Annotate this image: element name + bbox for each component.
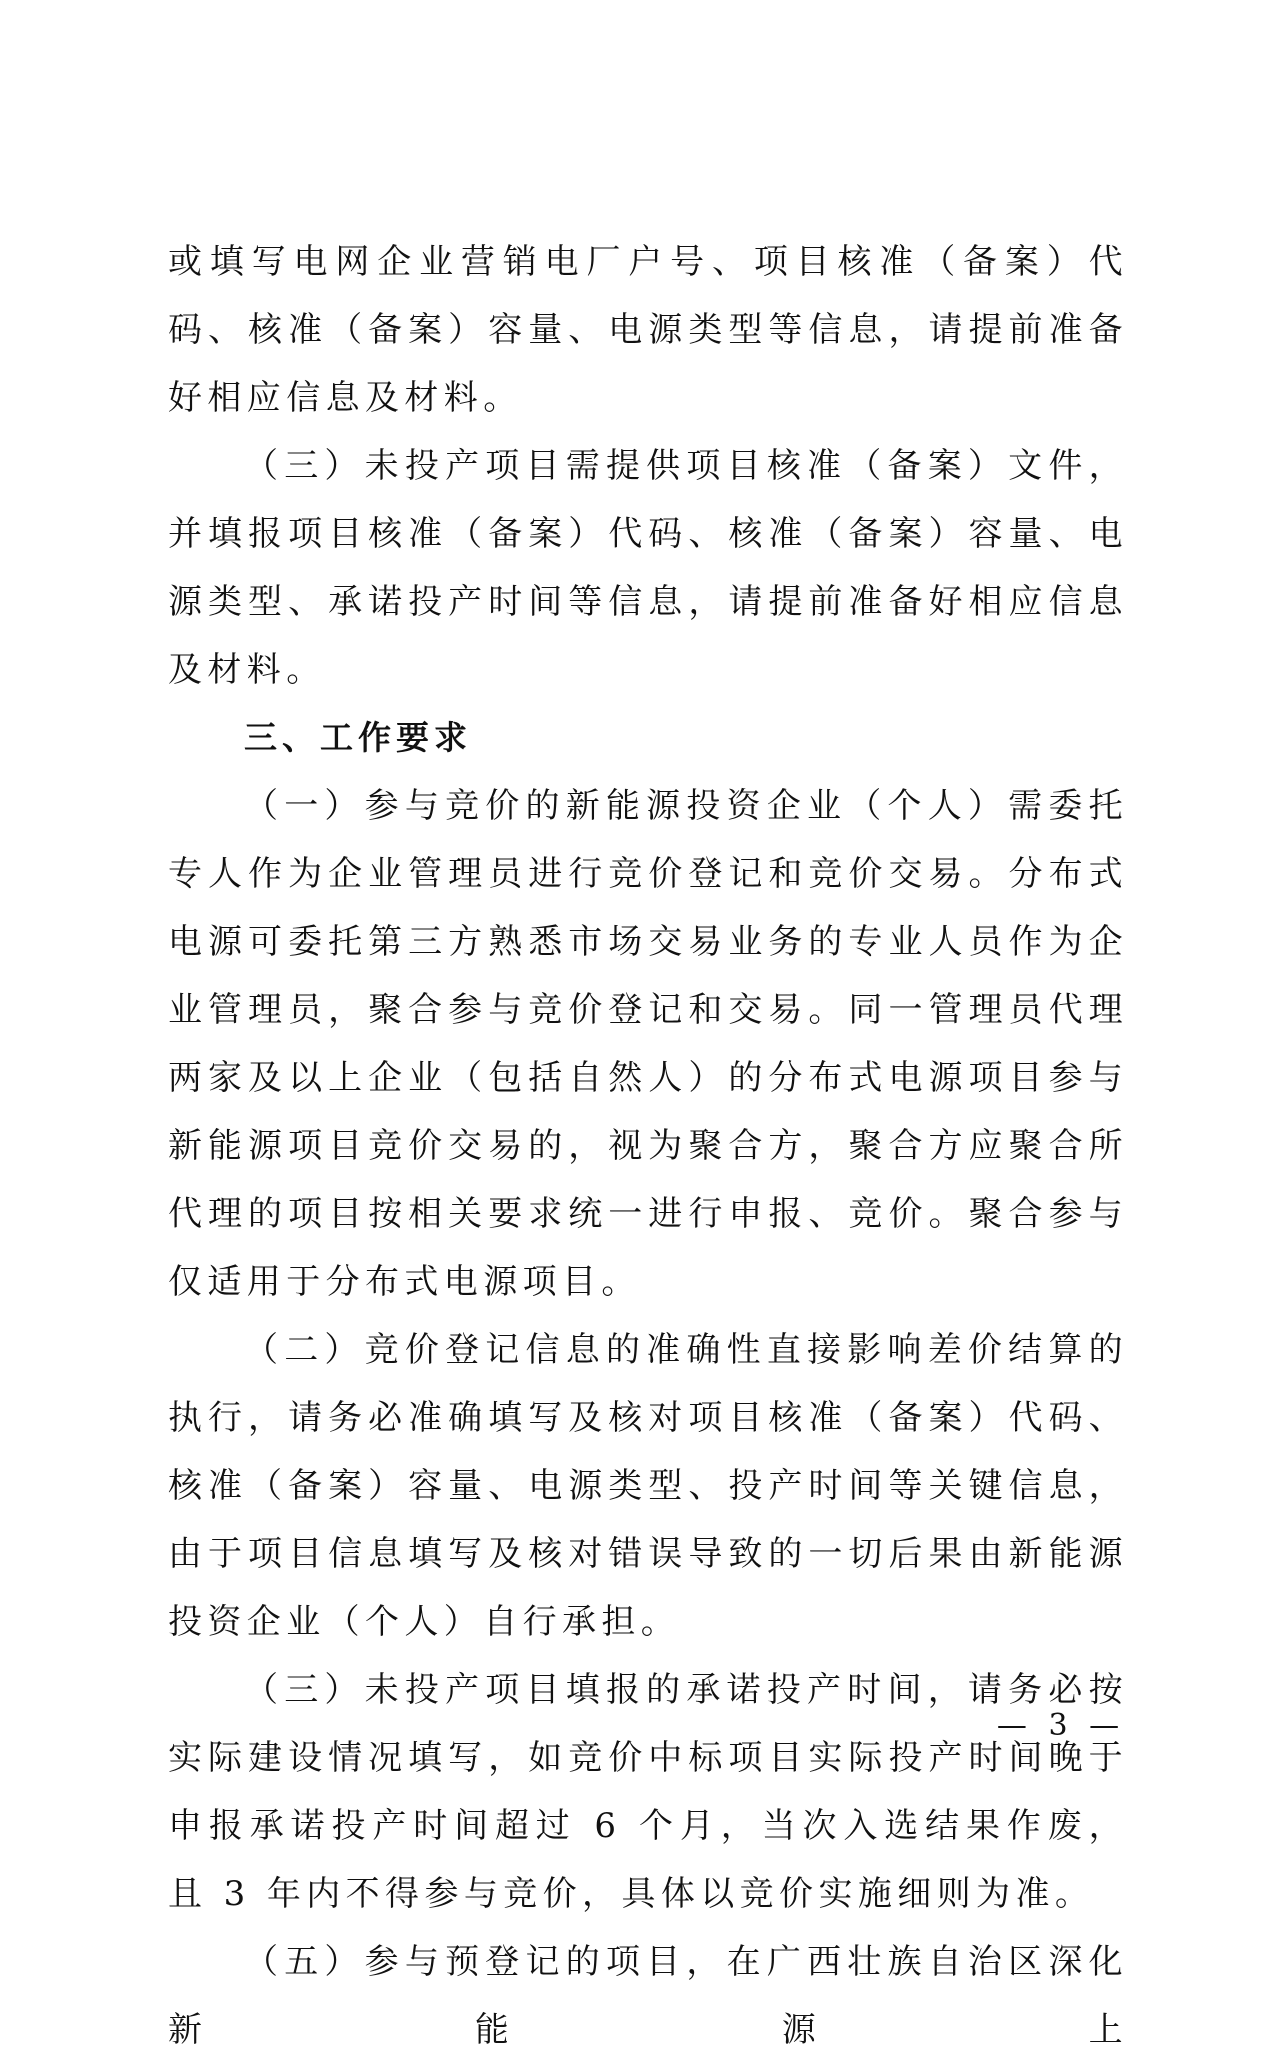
- paragraph-requirement-5: （五）参与预登记的项目，在广西壮族自治区深化新能源上: [168, 1942, 1128, 2050]
- page-number: — 3 —: [996, 1708, 1126, 1743]
- paragraph-requirement-2: （二）竞价登记信息的准确性直接影响差价结算的执行，请务必准确填写及核对项目核准（备案）代码、核准（备案）容量、电源类型、投产时间等关键信息，由于项目信息填写及核对错误导致的一切后果由新能源投资企业（个人）自行承担。: [168, 1330, 1128, 1642]
- paragraph-requirement-3: （三）未投产项目填报的承诺投产时间，请务必按实际建设情况填写，如竞价中标项目实际投产时间晚于申报承诺投产时间超过 6 个月，当次入选结果作废，且 3 年内不得参与竞价，具体以竞价实施细则为准。: [168, 1670, 1128, 1914]
- section-heading-work-requirements: 三、工作要求: [244, 718, 472, 757]
- paragraph-unproduced-projects-materials: （三）未投产项目需提供项目核准（备案）文件，并填报项目核准（备案）代码、核准（备案）容量、电源类型、承诺投产时间等信息，请提前准备好相应信息及材料。: [168, 446, 1128, 690]
- document-body: [168, 228, 1128, 2064]
- paragraph-continuation: 或填写电网企业营销电厂户号、项目核准（备案）代码、核准（备案）容量、电源类型等信息，请提前准备好相应信息及材料。: [168, 242, 1128, 418]
- paragraph-requirement-1: （一）参与竞价的新能源投资企业（个人）需委托专人作为企业管理员进行竞价登记和竞价交易。分布式电源可委托第三方熟悉市场交易业务的专业人员作为企业管理员，聚合参与竞价登记和交易。同一管理员代理两家及以上企业（包括自然人）的分布式电源项目参与新能源项目竞价交易的，视为聚合方，聚合方应聚合所代理的项目按相关要求统一进行申报、竞价。聚合参与仅适用于分布式电源项目。: [168, 786, 1128, 1302]
